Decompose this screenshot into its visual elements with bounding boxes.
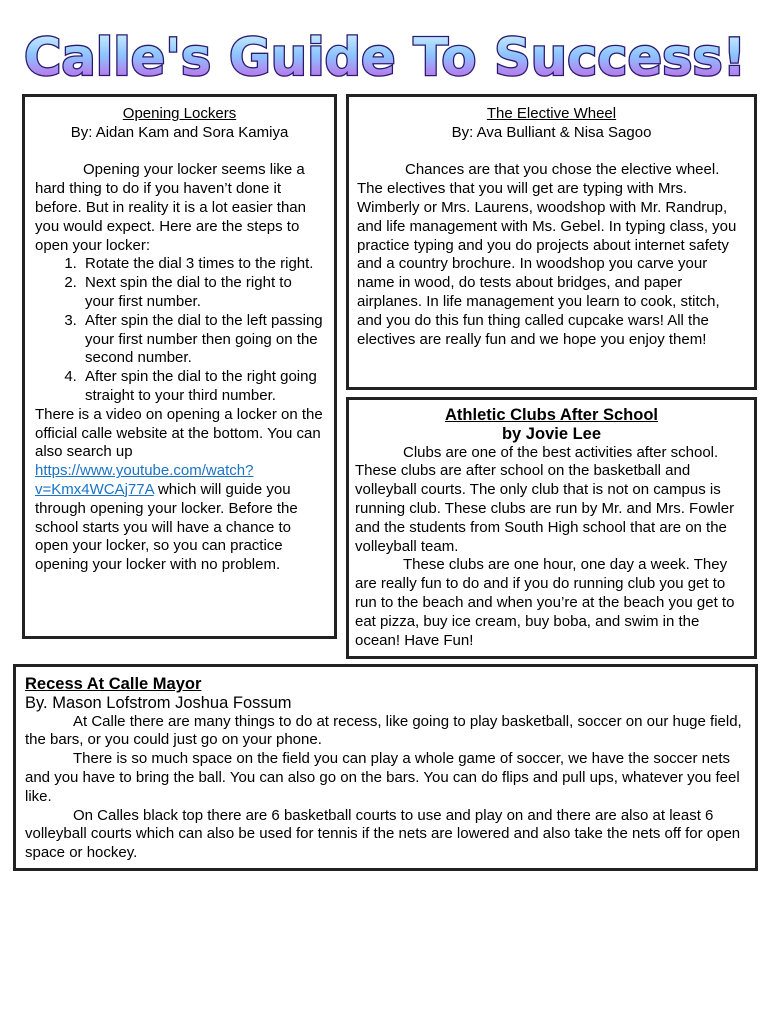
article-paragraph: Opening your locker seems like a hard thing to do if you haven’t done it before. But in reality it is a lot easier than you would expect. Here are the steps to open your locker: <box>35 161 306 254</box>
article-title: Recess At Calle Mayor <box>25 675 202 693</box>
article-paragraph: Chances are that you chose the elective wheel. The electives that you will get are typing with Mrs. Wimberly or Mrs. Laurens, woodshop with Mr. Randrup, and life management with Ms. Gebel. In typing class, you practice typing and you do projects about internet safety and a country brochure. In woodshop you carve your name in wood, do tests about bridges, and paper airplanes. In life management you learn to cook, stitch, and you do this fun thing called cupcake wars! All the electives are really fun and we hope you enjoy them! <box>357 161 737 348</box>
article-opening-lockers <box>22 94 337 639</box>
article-paragraph: There is so much space on the field you can play a whole game of soccer, we have the soccer nets and you have to bring the ball. You can also go on the bars. You can do flips and pull ups, whatever you feel like. <box>25 750 740 805</box>
article-byline: By: Aidan Kam and Sora Kamiya <box>70 123 289 141</box>
list-item: 2. Next spin the dial to the right to your first number. <box>81 274 324 312</box>
article-paragraph: These clubs are one hour, one day a week. They are really fun to do and if you do running club you get to run to the beach and when you’re at the beach you get to eat pizza, buy ice cream, buy boba, and swim in the ocean! Have Fun! <box>355 556 735 649</box>
article-recess <box>13 664 758 871</box>
locker-steps-list <box>35 255 324 405</box>
outro-text: There is a video on opening a locker on the official calle website at the bottom. You can also search up <box>35 405 323 461</box>
article-athletic-clubs <box>346 397 757 659</box>
article-title: The Elective Wheel <box>486 105 617 122</box>
article-byline: by Jovie Lee <box>501 424 602 443</box>
article-byline: By. Mason Lofstrom Joshua Fossum <box>25 693 292 712</box>
outro-text-continued: which will guide you through opening your locker. Before the school starts you will have a chance to open your locker, so you can practice opening your locker with no problem. <box>35 480 298 574</box>
list-item: 3. After spin the dial to the left passing your first number then going on the second number. <box>81 312 324 368</box>
article-title: Athletic Clubs After School <box>445 406 658 424</box>
article-paragraph: At Calle there are many things to do at recess, like going to play basketball, soccer on our huge field, the bars, or you could just go on your phone. <box>25 712 742 749</box>
article-paragraph <box>35 406 324 575</box>
youtube-link[interactable]: https://www.youtube.com/watch?v=Kmx4WCAj77A <box>35 462 254 498</box>
page-banner <box>0 18 770 90</box>
article-byline: By: Ava Bulliant & Nisa Sagoo <box>451 123 652 141</box>
list-item: 4. After spin the dial to the right going straight to your third number. <box>81 368 324 406</box>
article-paragraph: On Calles black top there are 6 basketball courts to use and play on and there are also at least 6 volleyball courts which can also be used for tennis if the nets are lowered and also take the nets off for open space or hockey. <box>25 806 741 862</box>
article-title: Opening Lockers <box>122 105 237 122</box>
banner-title: Calle's Guide To Success! <box>24 28 746 88</box>
article-paragraph: Clubs are one of the best activities after school. These clubs are after school on the basketball and volleyball courts. The only club that is not on campus is running club. These clubs are run by Mr. and Mrs. Fowler and the students from South High school that are on the volleyball team. <box>355 443 735 555</box>
list-item: 1. Rotate the dial 3 times to the right. <box>81 255 324 274</box>
article-elective-wheel <box>346 94 757 390</box>
